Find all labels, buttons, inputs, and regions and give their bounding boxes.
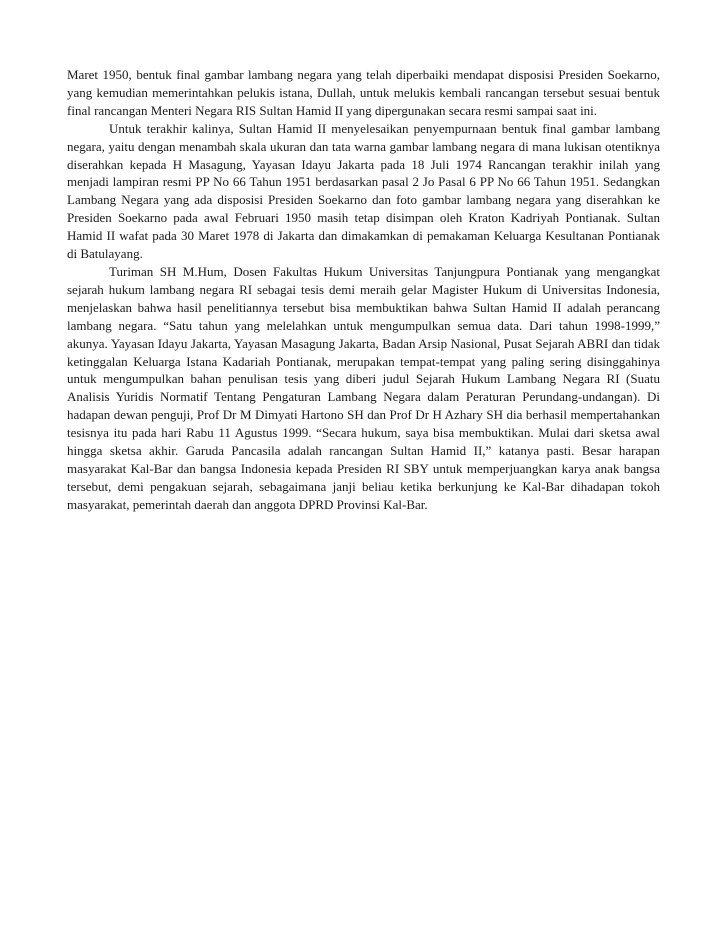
paragraph-1: Maret 1950, bentuk final gambar lambang negara yang telah diperbaiki mendapat disposisi Presiden Soekarno, yang kemudian memerintahkan pelukis istana, Dullah, untuk melukis kembali rancangan tersebut sesuai bentuk final rancangan Menteri Negara RIS Sultan Hamid II yang dipergunakan secara resmi sampai saat ini. [67,67,660,118]
paragraph-3: Turiman SH M.Hum, Dosen Fakultas Hukum Universitas Tanjungpura Pontianak yang mengangkat sejarah hukum lambang negara RI sebagai tesis demi meraih gelar Magister Hukum di Universitas Indonesia, menjelaskan bahwa hasil penelitiannya tersebut bisa membuktikan bahwa Sultan Hamid II adalah perancang lambang negara. “Satu tahun yang melelahkan untuk mengumpulkan semua data. Dari tahun 1998-1999,” akunya. Yayasan Idayu Jakarta, Yayasan Masagung Jakarta, Badan Arsip Nasional, Pusat Sejarah ABRI dan tidak ketinggalan Keluarga Istana Kadariah Pontianak, merupakan tempat-tempat yang paling sering disinggahinya untuk mengumpulkan bahan penulisan tesis yang diberi judul Sejarah Hukum Lambang Negara RI (Suatu Analisis Yuridis Normatif Tentang Pengaturan Lambang Negara dalam Peraturan Perundang-undangan). Di hadapan dewan penguji, Prof Dr M Dimyati Hartono SH dan Prof Dr H Azhary SH dia berhasil mempertahankan tesisnya itu pada hari Rabu 11 Agustus 1999. “Secara hukum, saya bisa membuktikan. Mulai dari sketsa awal hingga sketsa akhir. Garuda Pancasila adalah rancangan Sultan Hamid II,” katanya pasti. Besar harapan masyarakat Kal-Bar dan bangsa Indonesia kepada Presiden RI SBY untuk memperjuangkan karya anak bangsa tersebut, demi pengakuan sejarah, sebagaimana janji beliau ketika berkunjung ke Kal-Bar dihadapan tokoh masyarakat, pemerintah daerah dan anggota DPRD Provinsi Kal-Bar. [67,263,660,512]
paragraph-2: Untuk terakhir kalinya, Sultan Hamid II menyelesaikan penyempurnaan bentuk final gambar lambang negara, yaitu dengan menambah skala ukuran dan tata warna gambar lambang negara di mana lukisan otentiknya diserahkan kepada H Masagung, Yayasan Idayu Jakarta pada 18 Juli 1974 Rancangan terakhir inilah yang menjadi lampiran resmi PP No 66 Tahun 1951 berdasarkan pasal 2 Jo Pasal 6 PP No 66 Tahun 1951. Sedangkan Lambang Negara yang ada disposisi Presiden Soekarno dan foto gambar lambang negara yang diserahkan ke Presiden Soekarno pada awal Februari 1950 masih tetap disimpan oleh Kraton Kadriyah Pontianak. Sultan Hamid II wafat pada 30 Maret 1978 di Jakarta dan dimakamkan di pemakaman Keluarga Kesultanan Pontianak di Batulayang. [67,120,660,262]
document-page [67,66,660,514]
